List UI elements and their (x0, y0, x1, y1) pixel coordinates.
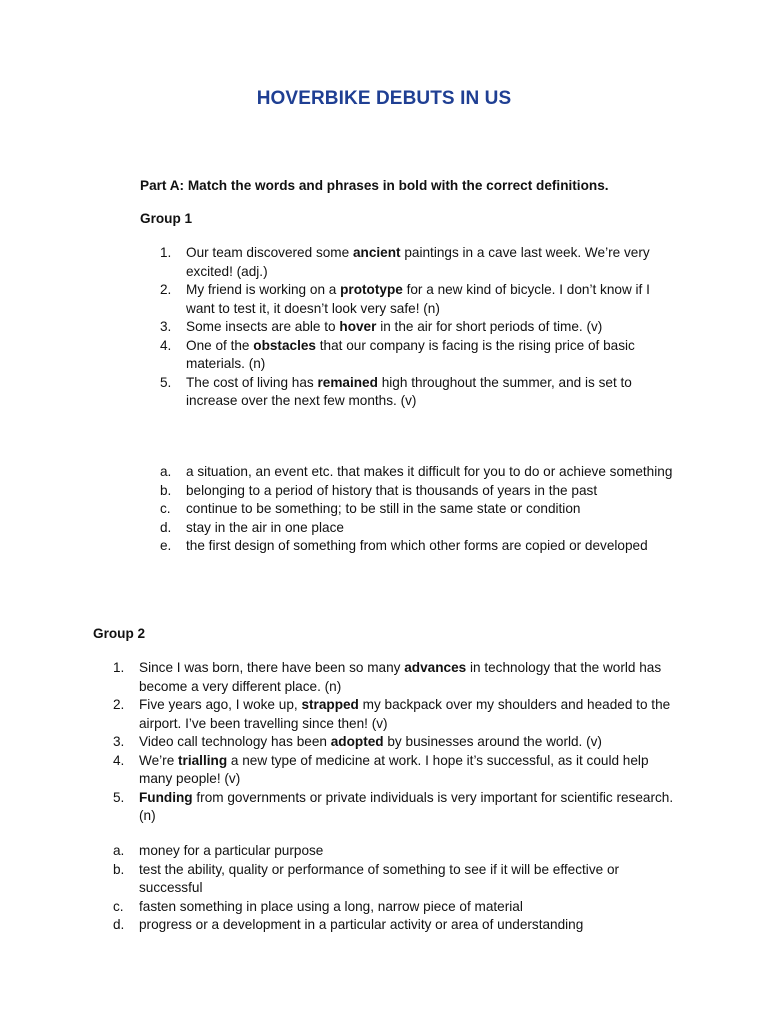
group-2-sentences (93, 659, 683, 826)
item-number: 1. (160, 245, 172, 260)
list-item (93, 898, 683, 917)
bold-term: prototype (340, 282, 403, 297)
page-title: HOVERBIKE DEBUTS IN US (256, 88, 512, 109)
bold-term: remained (317, 374, 378, 390)
group-1-definitions (140, 463, 680, 556)
list-item (140, 482, 680, 501)
sentence-text: in technology that the world has become a very different place. (n) (139, 660, 662, 694)
item-number: 1. (113, 660, 125, 675)
list-item (93, 842, 683, 861)
sentence-text: by businesses around the world. (v) (383, 734, 602, 749)
item-number: 2. (160, 282, 172, 297)
list-item (93, 916, 683, 935)
sentence-text: Our team discovered some (186, 245, 353, 260)
bold-term: advances (404, 660, 467, 675)
item-number: 3. (113, 734, 125, 749)
sentence-text: paintings in a cave last week. We’re very excited! (adj.) (186, 245, 650, 279)
item-letter: c. (160, 501, 171, 516)
group-2-definitions (93, 842, 683, 935)
sentence-text: a new type of medicine at work. I hope it’s successful, as it could help many people! (v) (139, 752, 649, 786)
item-letter: c. (113, 898, 124, 914)
bold-term: obstacles (253, 337, 316, 353)
instructions: Part A: Match the words and phrases in bold with the correct definitions. (140, 178, 609, 193)
item-letter: d. (113, 917, 125, 932)
group-1-sentences (140, 244, 680, 411)
sentence-text: Some insects are able to (186, 319, 340, 334)
item-letter: a. (113, 843, 125, 858)
group-1-heading: Group 1 (140, 211, 193, 226)
list-item (140, 537, 680, 556)
item-letter: a. (160, 464, 172, 479)
sentence-text: for a new kind of bicycle. I don’t know if I want to test it, it doesn’t look very safe! (n) (186, 282, 650, 316)
item-number: 2. (113, 697, 125, 712)
list-item (140, 337, 680, 374)
bold-term: trialling (178, 752, 228, 768)
item-letter: b. (113, 861, 125, 877)
sentence-text: Five years ago, I woke up, (139, 697, 302, 712)
definition-text: a situation, an event etc. that makes it difficult for you to do or achieve something (186, 464, 673, 479)
group-2-heading: Group 2 (93, 626, 146, 641)
definition-text: belonging to a period of history that is thousands of years in the past (186, 482, 598, 498)
sentence-text: The cost of living has (186, 374, 318, 390)
bold-term: Funding (139, 789, 193, 805)
definition-text: continue to be something; to be still in the same state or condition (186, 501, 581, 516)
definition-text: the first design of something from which other forms are copied or developed (186, 538, 648, 553)
sentence-text: One of the (186, 337, 254, 353)
list-item (93, 752, 683, 789)
list-item (93, 789, 683, 826)
bold-term: strapped (301, 697, 359, 712)
bold-term: adopted (330, 734, 384, 749)
sentence-text: my backpack over my shoulders and headed to the airport. I’ve been travelling since then! (v) (139, 697, 671, 731)
bold-term: hover (339, 319, 377, 334)
list-item (140, 318, 680, 337)
item-letter: e. (160, 538, 172, 553)
definition-text: test the ability, quality or performance of something to see if it will be effective or successful (139, 861, 620, 895)
definition-text: fasten something in place using a long, narrow piece of material (139, 898, 523, 914)
bold-term: ancient (352, 245, 401, 260)
sentence-text: in the air for short periods of time. (v) (376, 319, 603, 334)
sentence-text: Video call technology has been (139, 734, 331, 749)
list-item (140, 374, 680, 411)
sentence-text: Since I was born, there have been so many (139, 660, 405, 675)
list-item (140, 281, 680, 318)
definition-text: stay in the air in one place (186, 519, 344, 535)
sentence-text: We’re (139, 752, 179, 768)
item-letter: d. (160, 519, 172, 535)
list-item (93, 733, 683, 752)
list-item (140, 519, 680, 538)
sentence-text: from governments or private individuals is very important for scientific research. (n) (139, 789, 674, 823)
item-number: 4. (160, 337, 172, 353)
item-number: 4. (113, 752, 125, 768)
definition-text: money for a particular purpose (139, 843, 324, 858)
sentence-text: My friend is working on a (186, 282, 341, 297)
list-item (140, 500, 680, 519)
item-letter: b. (160, 482, 172, 498)
item-number: 5. (160, 374, 172, 390)
list-item (140, 244, 680, 281)
sentence-text: high throughout the summer, and is set to increase over the next few months. (v) (186, 374, 632, 408)
list-item (140, 463, 680, 482)
list-item (93, 861, 683, 898)
sentence-text: that our company is facing is the rising price of basic materials. (n) (186, 337, 635, 371)
item-number: 5. (113, 789, 125, 805)
item-number: 3. (160, 319, 172, 334)
list-item (93, 659, 683, 696)
definition-text: progress or a development in a particular activity or area of understanding (139, 917, 584, 932)
list-item (93, 696, 683, 733)
